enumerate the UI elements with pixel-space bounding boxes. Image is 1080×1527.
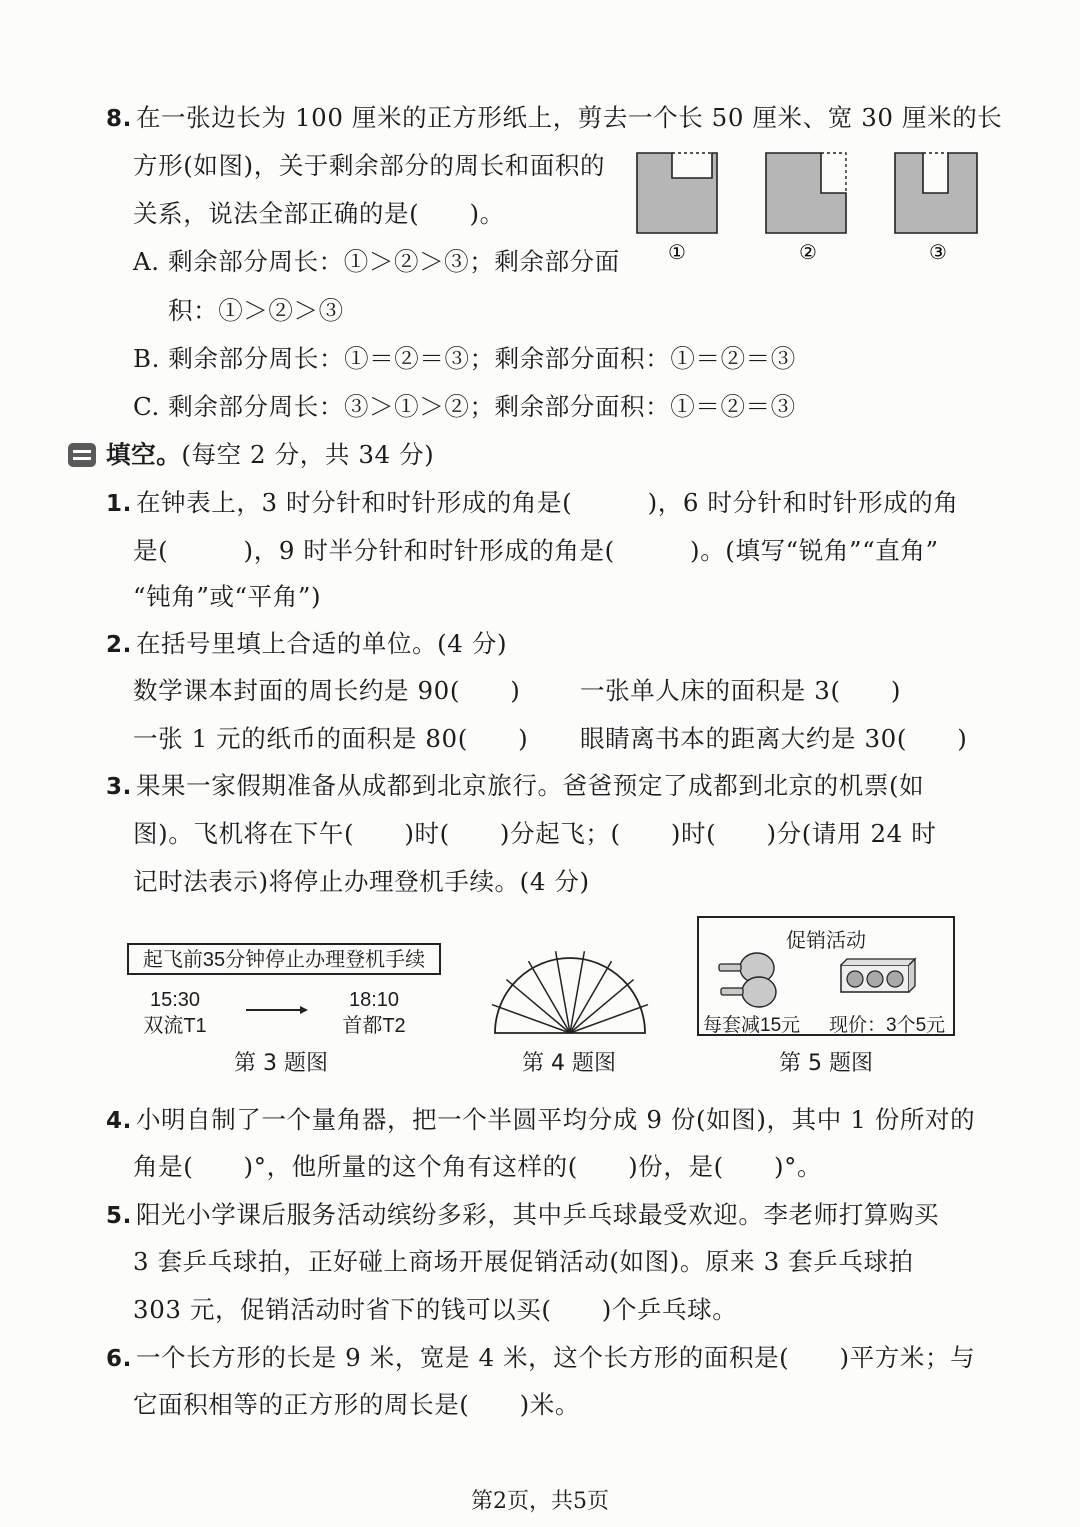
f5-number: 5. xyxy=(106,1203,132,1229)
f1-line1 xyxy=(106,486,958,521)
q8-option-a-line2: 积：①＞②＞③ xyxy=(168,296,344,325)
f1-text1: 在钟表上，3 时分针和时针形成的角是( )，6 时分针和时针形成的角 xyxy=(135,488,959,517)
f3-line1 xyxy=(106,769,924,804)
fig5-left-text: 每套减15元 xyxy=(703,1015,801,1036)
q8-figure-3 xyxy=(895,153,977,233)
q8-fig-label-2: ② xyxy=(799,240,817,264)
fig3-dep-place: 双流T1 xyxy=(143,1015,207,1037)
f6-text1: 一个长方形的长是 9 米，宽是 4 米，这个长方形的面积是( )平方米；与 xyxy=(135,1343,976,1372)
fig4-semicircle xyxy=(495,958,645,1033)
fig3-dep-time: 15:30 xyxy=(149,989,201,1011)
q8-fig-label-1: ① xyxy=(668,240,686,264)
f4-line2: 角是( )°，他所量的这个角有这样的( )份，是( )°。 xyxy=(133,1152,823,1181)
fig4-protractor xyxy=(490,948,650,1038)
paddle-icon xyxy=(715,950,785,1010)
fig3-caption: 第 3 题图 xyxy=(234,1051,328,1076)
f1-line3: “钝角”或“平角”) xyxy=(133,582,322,611)
q8-number: 8. xyxy=(106,106,132,132)
f2-item-d: 眼睛离书本的距离大约是 30( ) xyxy=(580,724,968,753)
fig4-ray xyxy=(506,980,570,1033)
q8-option-a-line1: A. 剩余部分周长：①＞②＞③；剩余部分面 xyxy=(133,247,620,276)
q8-line1 xyxy=(106,101,1002,136)
f6-number: 6. xyxy=(106,1346,132,1372)
q8-figure-1 xyxy=(637,153,717,233)
fig3-arrow-icon xyxy=(244,1003,310,1017)
f2-text1: 在括号里填上合适的单位。(4 分) xyxy=(135,629,508,658)
q8-figures xyxy=(630,148,990,273)
section-number-icon xyxy=(68,443,96,467)
q8-line3: 关系，说法全部正确的是( )。 xyxy=(133,199,505,228)
q8-option-c: C. 剩余部分周长：③＞①＞②；剩余部分面积：①＝②＝③ xyxy=(133,392,796,421)
f5-line1 xyxy=(106,1198,939,1233)
f2-line1 xyxy=(106,627,507,662)
q8-line2: 方形(如图)，关于剩余部分的周长和面积的 xyxy=(133,151,606,180)
q8-option-b: B. 剩余部分周长：①＝②＝③；剩余部分面积：①＝②＝③ xyxy=(133,344,796,373)
fig3-notice-box xyxy=(127,943,441,975)
f2-item-a: 数学课本封面的周长约是 90( ) xyxy=(133,676,521,705)
f2-number: 2. xyxy=(106,632,132,658)
section2-note: (每空 2 分，共 34 分) xyxy=(181,440,435,469)
fig3-arr-time: 18:10 xyxy=(348,989,400,1011)
f3-text1: 果果一家假期准备从成都到北京旅行。爸爸预定了成都到北京的机票(如 xyxy=(135,771,925,800)
q8-fig-label-3: ③ xyxy=(929,240,947,264)
fig5-caption: 第 5 题图 xyxy=(779,1051,873,1076)
f4-line1 xyxy=(106,1103,975,1138)
fig5-right-text: 现价：3个5元 xyxy=(829,1015,946,1036)
f3-line3: 记时法表示)将停止办理登机手续。(4 分) xyxy=(133,867,590,896)
f5-line2: 3 套乒乓球拍，正好碰上商场开展促销活动(如图)。原来 3 套乒乓球拍 xyxy=(133,1247,914,1276)
q8-text1: 在一张边长为 100 厘米的正方形纸上，剪去一个长 50 厘米、宽 30 厘米的长 xyxy=(135,103,1003,132)
page-footer: 第2页，共5页 xyxy=(471,1489,609,1514)
fig4-caption: 第 4 题图 xyxy=(522,1051,616,1076)
f2-item-b: 一张单人床的面积是 3( ) xyxy=(580,676,901,705)
f3-line2: 图)。飞机将在下午( )时( )分起飞；( )时( )分(请用 24 时 xyxy=(133,819,937,848)
fig4-ray xyxy=(570,1005,648,1033)
section2-title: 填空。 xyxy=(106,440,182,469)
fig3-notice: 起飞前35分钟停止办理登机手续 xyxy=(142,949,426,971)
fig5-title: 促销活动 xyxy=(786,930,866,952)
fig5-promo-box xyxy=(697,916,955,1036)
f2-item-c: 一张 1 元的纸币的面积是 80( ) xyxy=(133,724,529,753)
f6-line1 xyxy=(106,1341,975,1376)
f3-number: 3. xyxy=(106,774,132,800)
f5-line3: 303 元，促销活动时省下的钱可以买( )个乒乓球。 xyxy=(133,1295,738,1324)
f1-number: 1. xyxy=(106,491,132,517)
fig4-ray xyxy=(570,980,634,1033)
f6-line2: 它面积相等的正方形的周长是( )米。 xyxy=(133,1390,581,1419)
fig4-ray xyxy=(492,1005,570,1033)
fig3-arr-place: 首都T2 xyxy=(342,1015,406,1037)
f1-line2: 是( )，9 时半分针和时针形成的角是( )。(填写“锐角”“直角” xyxy=(133,536,939,565)
f4-number: 4. xyxy=(106,1108,132,1134)
section2-header xyxy=(106,438,434,472)
ball-box-icon xyxy=(835,956,917,996)
q8-figure-2 xyxy=(766,153,846,233)
f5-text1: 阳光小学课后服务活动缤纷多彩，其中乒乓球最受欢迎。李老师打算购买 xyxy=(135,1200,940,1229)
f4-text1: 小明自制了一个量角器，把一个半圆平均分成 9 份(如图)，其中 1 份所对的 xyxy=(135,1105,976,1134)
